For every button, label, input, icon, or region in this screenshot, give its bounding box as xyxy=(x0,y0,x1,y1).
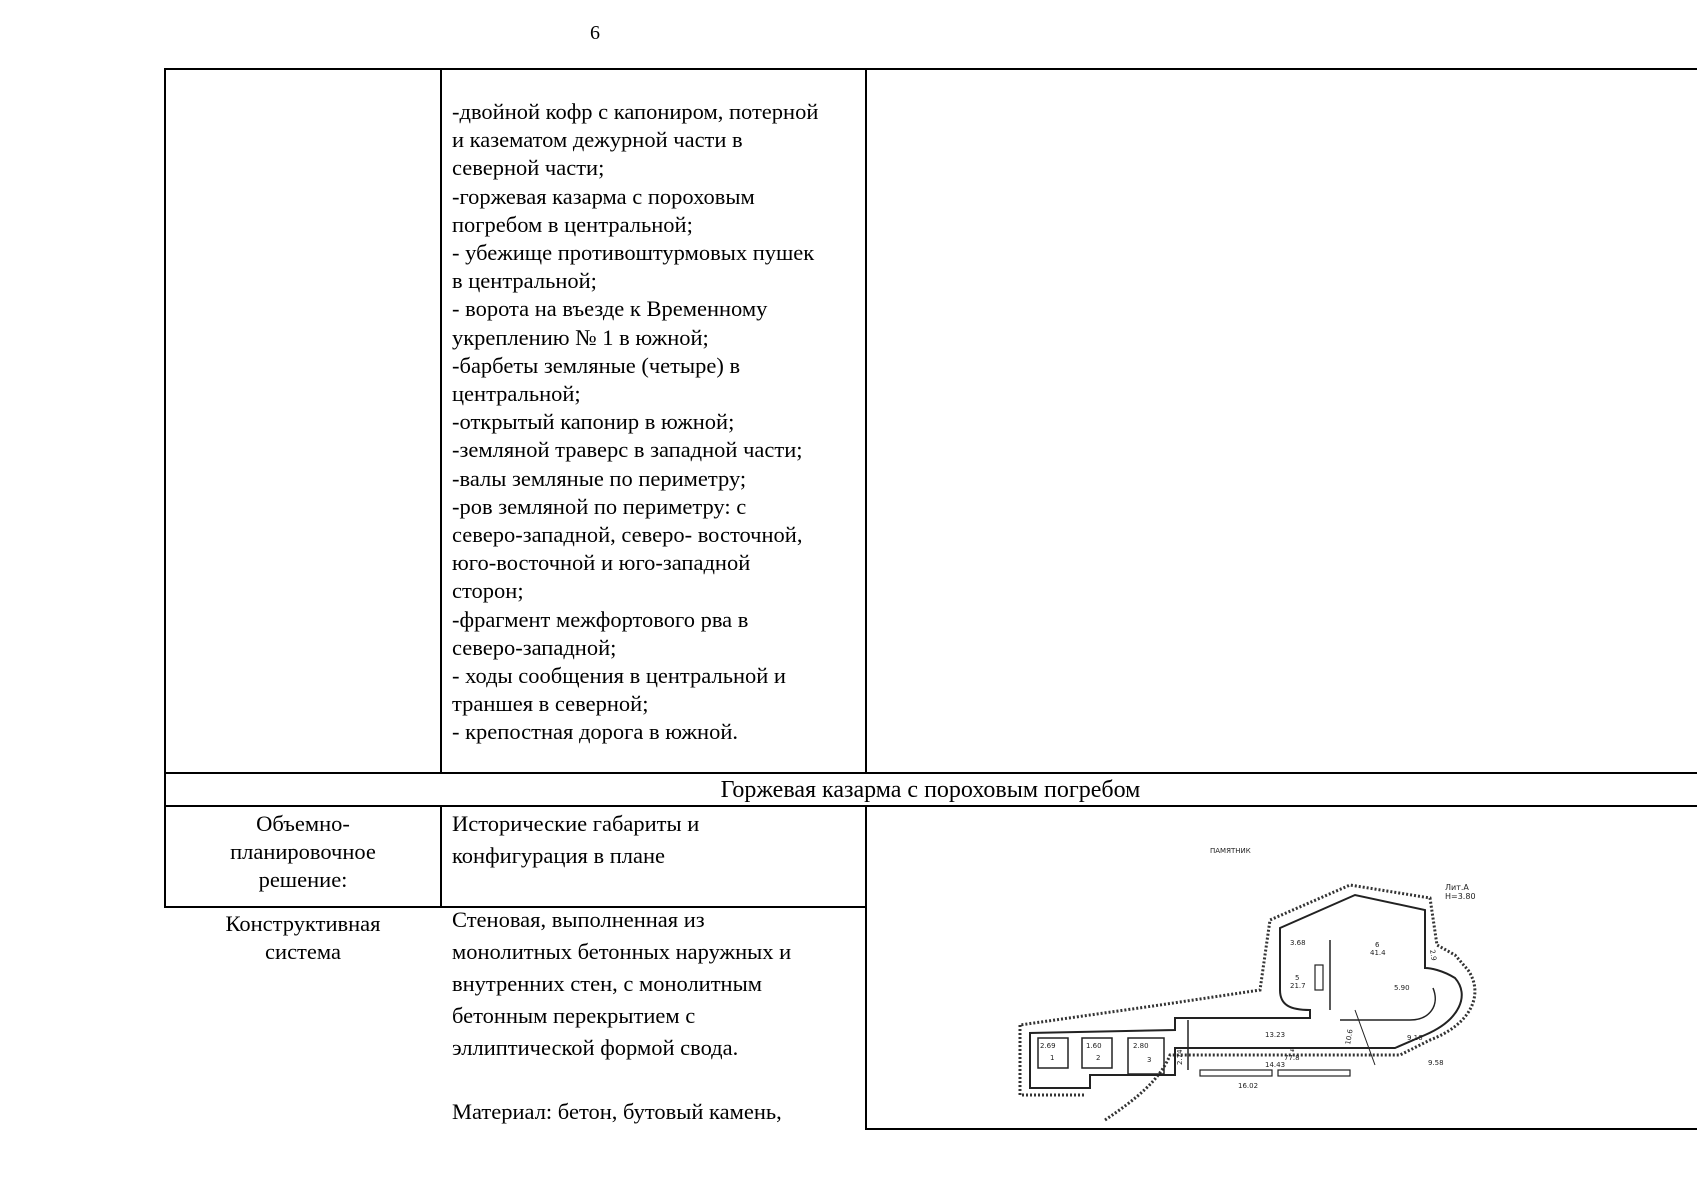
list-item: - ходы сообщения в центральной и xyxy=(452,663,786,689)
list-item: центральной; xyxy=(452,381,581,407)
plan-curved-wall xyxy=(1340,988,1435,1020)
list-item: -открытый капонир в южной; xyxy=(452,409,735,435)
list-item: -горжевая казарма с пороховым xyxy=(452,183,755,209)
row-label-volume-planning xyxy=(166,810,440,894)
value-line: эллиптической формой свода. xyxy=(452,1035,739,1060)
plan-room-label: 5 xyxy=(1295,974,1300,982)
plan-room-label: 77.8 xyxy=(1284,1054,1300,1062)
plan-room-label: 2.69 xyxy=(1040,1042,1056,1050)
plan-dimension: 14.43 xyxy=(1265,1061,1286,1069)
label-line: Конструктивная xyxy=(225,911,381,936)
list-item: погребом в центральной; xyxy=(452,211,693,237)
table-divider-col2 xyxy=(865,68,867,773)
value-line: Стеновая, выполненная из xyxy=(452,907,705,932)
list-item: -ров земляной по периметру: с xyxy=(452,493,747,519)
list-item: и казематом дежурной части в xyxy=(452,127,743,153)
table-divider-col2-row2 xyxy=(865,805,867,1130)
list-item: северо-западной, северо- восточной, xyxy=(452,522,803,548)
elements-list xyxy=(452,98,818,747)
row-value-volume-planning xyxy=(452,808,699,872)
plan-dimension: 5.90 xyxy=(1394,984,1410,992)
label-line: решение: xyxy=(258,867,348,892)
plan-room-label: 41.4 xyxy=(1370,949,1386,957)
table-border-top xyxy=(164,68,1697,70)
value-line: Исторические габариты и xyxy=(452,811,700,836)
plan-caption: ПАМЯТНИК xyxy=(1210,847,1251,855)
plan-dimension: 16.02 xyxy=(1238,1082,1259,1090)
list-item: сторон; xyxy=(452,578,524,604)
list-item: северо-западной; xyxy=(452,634,617,660)
list-item: -фрагмент межфортового рва в xyxy=(452,606,749,632)
plan-room-label: 2.80 xyxy=(1133,1042,1149,1050)
list-item: - ворота на въезде к Временному xyxy=(452,296,768,322)
plan-wall-segment xyxy=(1278,1070,1350,1076)
value-line: монолитных бетонных наружных и xyxy=(452,939,792,964)
row-value-constructive-system xyxy=(452,904,791,1128)
page-number: 6 xyxy=(590,22,600,44)
plan-dimension: 10.6 xyxy=(1344,1028,1355,1046)
value-line: конфигурация в плане xyxy=(452,843,666,868)
plan-dimension: 2.9 xyxy=(1428,948,1438,962)
plan-room-label: 1 xyxy=(1050,1054,1055,1062)
list-item: -земляной траверс в западной части; xyxy=(452,437,803,463)
plan-dimension: 13.23 xyxy=(1265,1031,1286,1039)
plan-room-label: 3 xyxy=(1147,1056,1152,1064)
table-row1-bottom xyxy=(164,772,1697,774)
plan-room-label: 21.7 xyxy=(1290,982,1306,990)
plan-dimension: 2.74 xyxy=(1176,1049,1184,1065)
value-line: бетонным перекрытием с xyxy=(452,1003,696,1028)
list-item: в центральной; xyxy=(452,268,597,294)
list-item: - крепостная дорога в южной. xyxy=(452,719,738,745)
plan-dimension: 9.16 xyxy=(1407,1034,1423,1042)
plan-room-label: 6 xyxy=(1375,941,1380,949)
list-item: -барбеты земляные (четыре) в xyxy=(452,352,741,378)
material-line: Материал: бетон, бутовый камень, xyxy=(452,1099,782,1124)
label-line: планировочное xyxy=(230,839,376,864)
plan-wall-segment xyxy=(1200,1070,1272,1076)
list-item: -валы земляные по периметру; xyxy=(452,465,747,491)
list-item: северной части; xyxy=(452,155,605,181)
plan-lit-label: Лит.А xyxy=(1445,883,1469,892)
plan-room-label: 2 xyxy=(1096,1054,1101,1062)
plan-height-label: Н=3.80 xyxy=(1445,892,1476,901)
value-line: внутренних стен, с монолитным xyxy=(452,971,762,996)
label-line: система xyxy=(265,939,341,964)
list-item: - убежище противоштурмовых пушек xyxy=(452,240,815,266)
table-divider-col1 xyxy=(440,68,442,773)
label-line: Объемно- xyxy=(256,811,350,836)
plan-room-label: 4 xyxy=(1290,1046,1295,1054)
row-label-constructive-system xyxy=(166,910,440,966)
plan-wall-segment xyxy=(1315,965,1323,990)
floor-plan-drawing xyxy=(870,830,1697,1130)
plan-room-label: 1.60 xyxy=(1086,1042,1102,1050)
table-section-bottom xyxy=(164,805,1697,807)
list-item: укреплению № 1 в южной; xyxy=(452,324,709,350)
table-divider-col1-row2 xyxy=(440,805,442,908)
plan-partition xyxy=(1355,1010,1375,1065)
plan-dimension: 9.58 xyxy=(1428,1059,1444,1067)
list-item: траншея в северной; xyxy=(452,691,649,717)
list-item: юго-восточной и юго-западной xyxy=(452,550,751,576)
list-item: -двойной кофр с капониром, потерной xyxy=(452,99,819,124)
section-title: Горжевая казарма с пороховым погребом xyxy=(720,777,1141,803)
plan-dimension: 3.68 xyxy=(1290,939,1306,947)
